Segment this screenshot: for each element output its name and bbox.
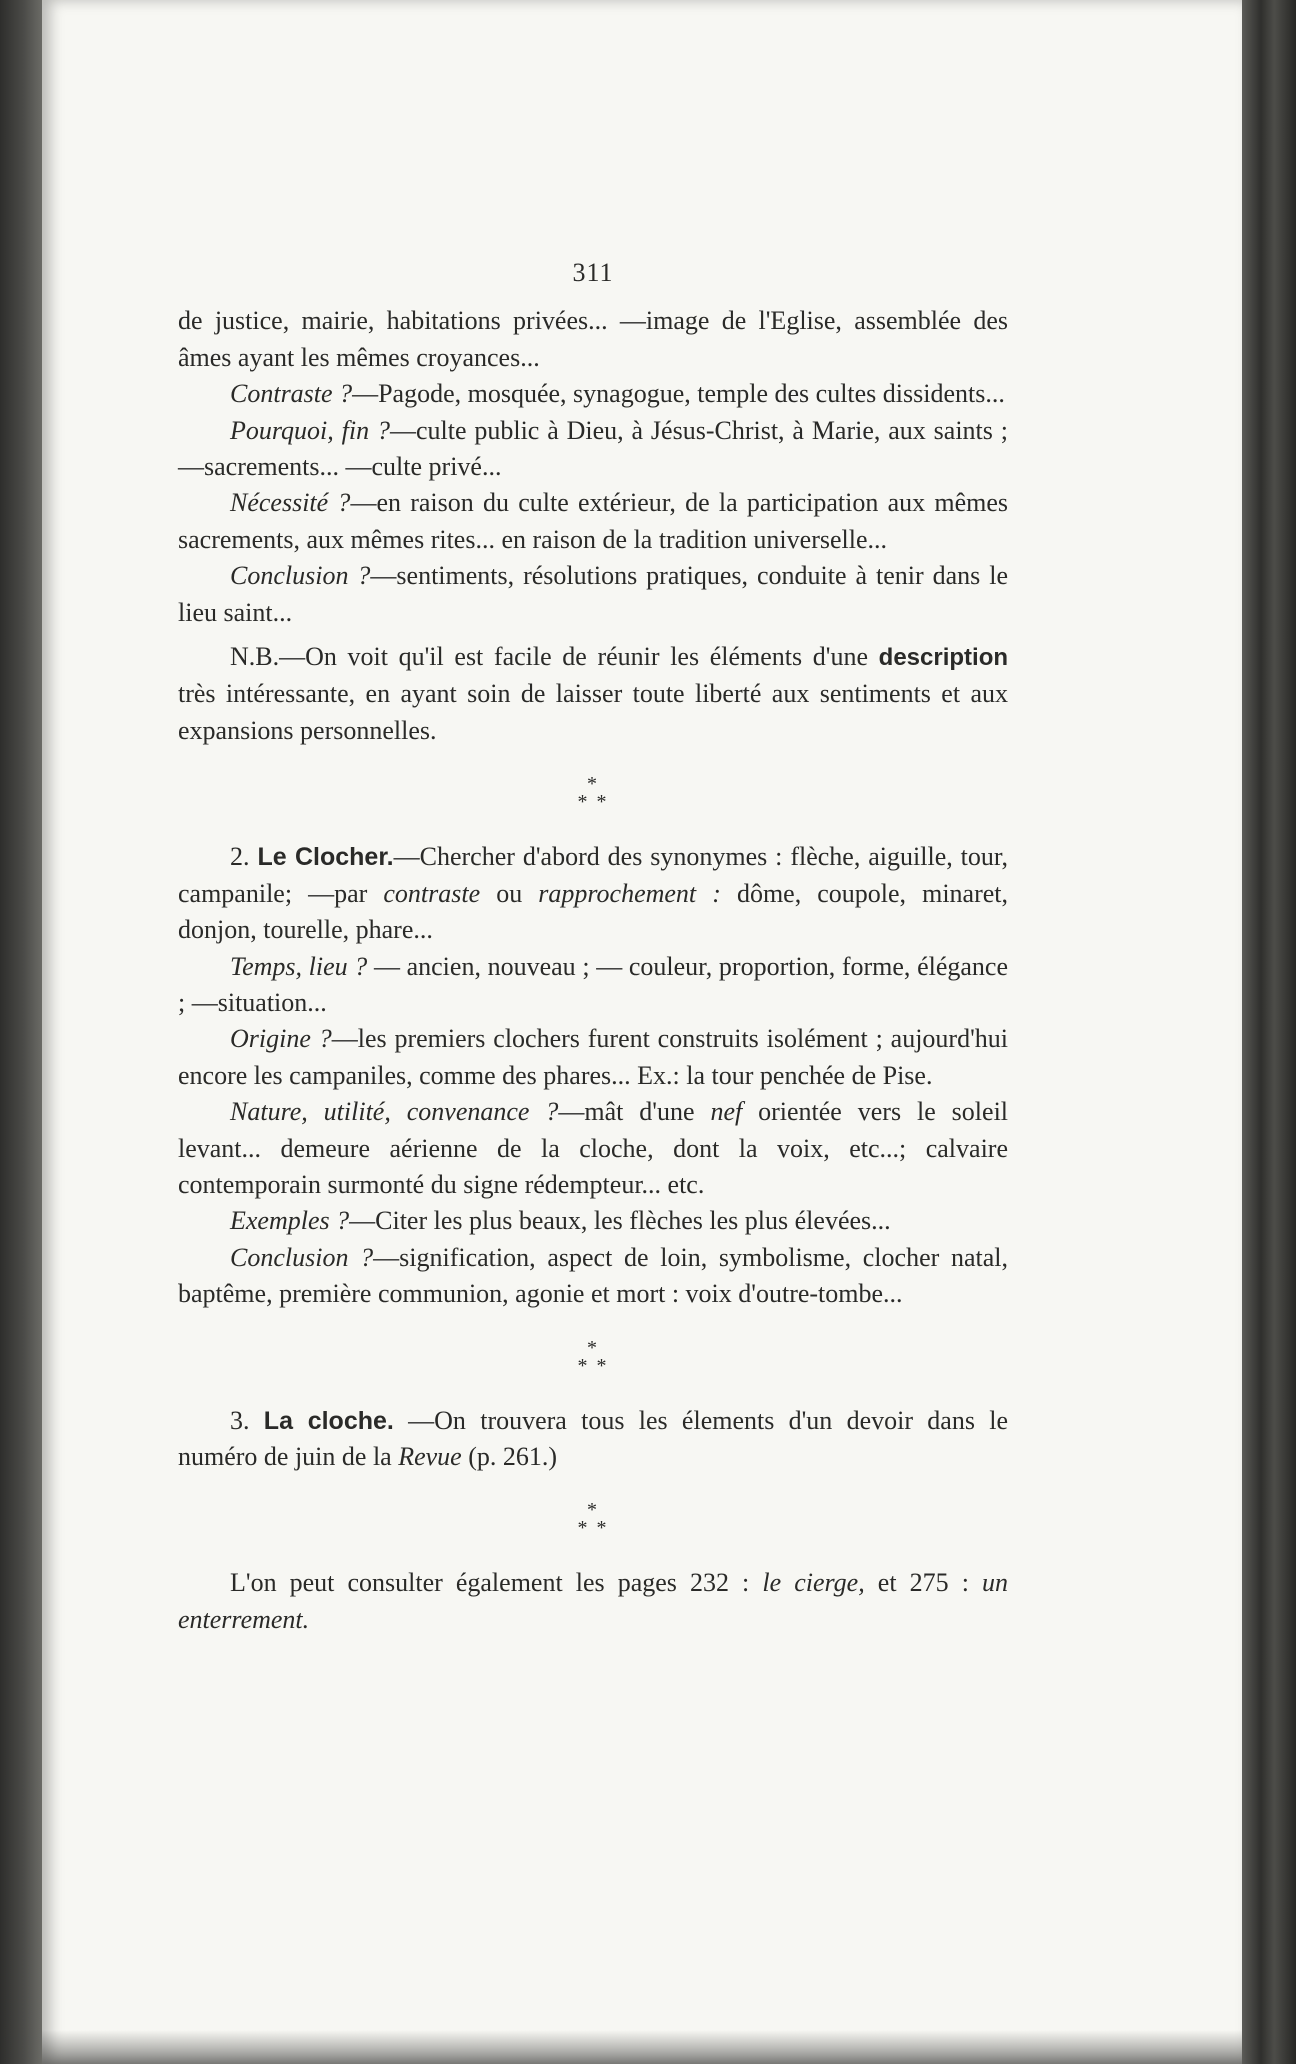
section-2-intro-text: —Chercher d'abord des synonymes : flèche, aiguille, tour, campanile; —par xyxy=(178,842,1009,908)
paragraph-conclusion-2 xyxy=(178,1240,1008,1313)
paragraph-necessite xyxy=(178,485,1008,558)
section-3-text: —On trouvera tous les élements d'un devoir dans le numéro de juin de la xyxy=(178,1405,1009,1471)
text-exemples: —Citer les plus beaux, les flèches les plus élevées... xyxy=(349,1206,891,1236)
section-3-title: La cloche. xyxy=(263,1406,394,1435)
paragraph-pourquoi xyxy=(178,413,1008,486)
text-conclusion-1: —sentiments, résolutions pratiques, conduite à tenir dans le lieu saint... xyxy=(178,561,1008,627)
section-2-intro-rest: dôme, coupole, minaret, donjon, tourelle, phare... xyxy=(178,878,1009,945)
label-origine: Origine ? xyxy=(230,1024,332,1054)
text-nature-1: —mât d'une xyxy=(558,1097,695,1127)
separator-2-bottom: * * xyxy=(577,1354,609,1377)
separator-1 xyxy=(178,773,1008,814)
label-pourquoi: Pourquoi, fin ? xyxy=(230,415,390,445)
separator-1-bottom: * * xyxy=(577,791,609,814)
word-revue: Revue xyxy=(398,1441,462,1471)
paragraph-temps xyxy=(178,949,1008,1022)
paragraph-nature xyxy=(178,1094,1008,1203)
book-gutter-shadow xyxy=(0,0,42,2064)
separator-2-top: * xyxy=(587,1336,599,1359)
word-rapprochement: rapprochement : xyxy=(538,878,721,908)
nb-prefix: N.B.—On voit qu'il est facile de réunir les éléments d'une xyxy=(230,642,868,672)
text-pourquoi: —culte public à Dieu, à Jésus-Christ, à Marie, aux saints ; —sacrements... —culte privé... xyxy=(178,415,1008,482)
book-right-edge xyxy=(1242,0,1296,2064)
section-2-title: Le Clocher. xyxy=(257,843,394,872)
text-temps: — ancien, nouveau ; — couleur, proportion, forme, élégance ; —situation... xyxy=(178,951,1008,1017)
nb-rest: très intéressante, en ayant soin de laisser toute liberté aux sentiments et aux expansions personnelles. xyxy=(178,679,1008,745)
nb-bold-word: description xyxy=(878,644,1009,672)
page-number: 311 xyxy=(572,258,614,287)
section-2-number: 2. xyxy=(230,842,250,872)
label-temps: Temps, lieu ? xyxy=(230,951,368,981)
section-3-text-end: (p. 261.) xyxy=(468,1441,558,1471)
separator-2 xyxy=(178,1336,1008,1377)
section-2-intro xyxy=(178,839,1008,948)
word-contraste: contraste xyxy=(383,878,481,908)
separator-3-top: * xyxy=(587,1499,599,1522)
label-conclusion-1: Conclusion ? xyxy=(230,561,371,591)
section-3 xyxy=(178,1403,1008,1476)
word-nef: nef xyxy=(710,1097,743,1127)
label-nature: Nature, utilité, convenance ? xyxy=(230,1097,559,1127)
final-text-2: et 275 : xyxy=(877,1568,969,1598)
text-nature-2: orientée vers le soleil levant... demeure aérienne de la cloche, dont la voix, etc...; calvaire contemporain surmonté du signe rédempteur... etc. xyxy=(178,1097,1009,1199)
paragraph-1-text: de justice, mairie, habitations privées... —image de l'Eglise, assemblée des âmes ayant les mêmes croyances... xyxy=(178,306,1008,372)
paragraph-exemples xyxy=(178,1203,1008,1239)
separator-3 xyxy=(178,1499,1008,1540)
label-contraste: Contraste ? xyxy=(230,379,353,409)
separator-1-top: * xyxy=(587,773,599,796)
section-3-number: 3. xyxy=(230,1405,250,1435)
word-le-cierge: le cierge, xyxy=(762,1568,865,1598)
separator-3-bottom: * * xyxy=(577,1517,609,1540)
paragraph-1 xyxy=(178,303,1008,376)
word-ou: ou xyxy=(496,878,523,908)
page-text xyxy=(178,255,1008,1638)
final-text-1: L'on peut consulter également les pages 232 : xyxy=(230,1568,750,1598)
label-conclusion-2: Conclusion ? xyxy=(230,1242,374,1272)
paragraph-conclusion-1 xyxy=(178,558,1008,631)
label-exemples: Exemples ? xyxy=(230,1206,350,1236)
final-paragraph xyxy=(178,1565,1008,1638)
paragraph-contraste xyxy=(178,376,1008,412)
text-conclusion-2: —signification, aspect de loin, symbolisme, clocher natal, baptême, première communion, agonie et mort : voix d'outre-tombe... xyxy=(178,1242,1008,1309)
paragraph-nota-bene xyxy=(178,639,1008,749)
paragraph-origine xyxy=(178,1021,1008,1094)
word-un-enterrement: un enterrement. xyxy=(178,1568,1009,1634)
text-contraste: —Pagode, mosquée, synagogue, temple des cultes dissidents... xyxy=(352,379,1005,409)
page-bottom-shade xyxy=(42,2030,1242,2064)
text-necessite: —en raison du culte extérieur, de la participation aux mêmes sacrements, aux mêmes rites... en raison de la tradition universelle... xyxy=(178,488,1008,554)
text-origine: —les premiers clochers furent construits isolément ; aujourd'hui encore les campaniles, comme des phares... Ex.: la tour penchée de Pise. xyxy=(178,1024,1008,1090)
label-necessite: Nécessité ? xyxy=(230,488,351,518)
